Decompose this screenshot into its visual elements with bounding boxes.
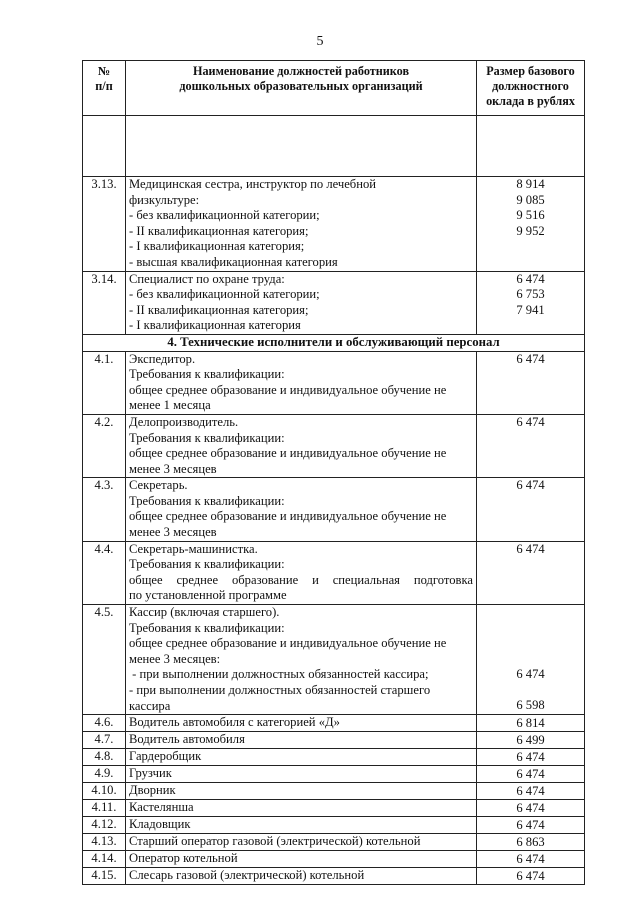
table-row <box>83 766 585 783</box>
table-row <box>83 749 585 766</box>
table-row <box>83 177 585 272</box>
row-number: 4.13. <box>83 834 126 851</box>
position-name: Старший оператор газовой (электрической) котельной <box>126 834 477 851</box>
row-number: 4.4. <box>83 541 126 604</box>
position-name: Кастелянша <box>126 800 477 817</box>
salary-table <box>82 60 585 885</box>
row-number: 4.7. <box>83 732 126 749</box>
row-number: 4.5. <box>83 605 126 715</box>
table-row <box>83 541 585 604</box>
table-row <box>83 715 585 732</box>
salary-value: 6 863 <box>477 834 585 851</box>
table-row <box>83 817 585 834</box>
position-name: Водитель автомобиля <box>126 732 477 749</box>
section-heading-row <box>83 334 585 351</box>
row-number: 4.15. <box>83 868 126 885</box>
section-heading: 4. Технические исполнители и обслуживающий персонал <box>83 334 585 351</box>
salary-value: 6 474 <box>477 783 585 800</box>
row-number: 4.1. <box>83 351 126 414</box>
salary-value: 6 474 <box>477 851 585 868</box>
row-number: 4.11. <box>83 800 126 817</box>
position-name: Кладовщик <box>126 817 477 834</box>
position-name: Специалист по охране труда: - без квалификационной категории; - II квалификационная категория; - I квалификационная категория <box>126 271 477 334</box>
table-row <box>83 834 585 851</box>
salary-value: 6 474 <box>477 351 585 414</box>
salary-value: 6 499 <box>477 732 585 749</box>
table-row <box>83 851 585 868</box>
row-number: 4.2. <box>83 414 126 477</box>
row-number: 4.10. <box>83 783 126 800</box>
table-row <box>83 271 585 334</box>
position-name: Гардеробщик <box>126 749 477 766</box>
salary-value: 6 474 <box>477 749 585 766</box>
row-number: 4.8. <box>83 749 126 766</box>
row-number: 4.12. <box>83 817 126 834</box>
salary-value: 6 474 <box>477 868 585 885</box>
salary-value: 6 474 <box>477 414 585 477</box>
table-row <box>83 868 585 885</box>
position-name: Водитель автомобиля с категорией «Д» <box>126 715 477 732</box>
table-row <box>83 783 585 800</box>
table-row <box>83 732 585 749</box>
row-number: 4.3. <box>83 478 126 541</box>
salary-value: 6 474 6 753 7 941 <box>477 271 585 334</box>
position-name: Слесарь газовой (электрической) котельной <box>126 868 477 885</box>
position-name: Секретарь. Требования к квалификации: общее среднее образование и индивидуальное обучение не менее 3 месяцев <box>126 478 477 541</box>
table-spacer-row <box>83 116 585 177</box>
salary-value: 8 914 9 085 9 516 9 952 <box>477 177 585 272</box>
position-name: Медицинская сестра, инструктор по лечебной физкультуре: - без квалификационной категории; - II квалификационная категория; - I квалификационная категория; - высшая квалификационная категория <box>126 177 477 272</box>
row-number: 4.9. <box>83 766 126 783</box>
row-number: 3.14. <box>83 271 126 334</box>
position-name: Оператор котельной <box>126 851 477 868</box>
position-name: Секретарь-машинистка. Требования к квалификации: общее среднее образование и специальная подготовка по установленной программе <box>126 541 477 604</box>
row-number: 3.13. <box>83 177 126 272</box>
header-num: № п/п <box>83 61 126 116</box>
table-header-row <box>83 61 585 116</box>
salary-value: 6 474 <box>477 541 585 604</box>
table-row <box>83 414 585 477</box>
page-number: 5 <box>316 34 324 49</box>
position-name: Экспедитор. Требования к квалификации: общее среднее образование и индивидуальное обучение не менее 1 месяца <box>126 351 477 414</box>
table-row <box>83 605 585 715</box>
table-row <box>83 478 585 541</box>
header-salary: Размер базового должностного оклада в рублях <box>477 61 585 116</box>
salary-value: 6 474 <box>477 800 585 817</box>
header-position-name: Наименование должностей работников дошкольных образовательных организаций <box>126 61 477 116</box>
row-number: 4.6. <box>83 715 126 732</box>
salary-value: 6 474 <box>477 817 585 834</box>
row-number: 4.14. <box>83 851 126 868</box>
position-name: Кассир (включая старшего). Требования к квалификации: общее среднее образование и индивидуальное обучение не менее 3 месяцев: - при выполнении должностных обязанностей кассира; - при выполнении должностных обязанностей старшего кассира <box>126 605 477 715</box>
salary-value: 6 474 <box>477 766 585 783</box>
table-row <box>83 800 585 817</box>
table-row <box>83 351 585 414</box>
salary-value: 6 814 <box>477 715 585 732</box>
position-name: Делопроизводитель. Требования к квалификации: общее среднее образование и индивидуальное обучение не менее 3 месяцев <box>126 414 477 477</box>
position-name: Грузчик <box>126 766 477 783</box>
salary-value: 6 474 6 598 <box>477 605 585 715</box>
salary-value: 6 474 <box>477 478 585 541</box>
position-name: Дворник <box>126 783 477 800</box>
